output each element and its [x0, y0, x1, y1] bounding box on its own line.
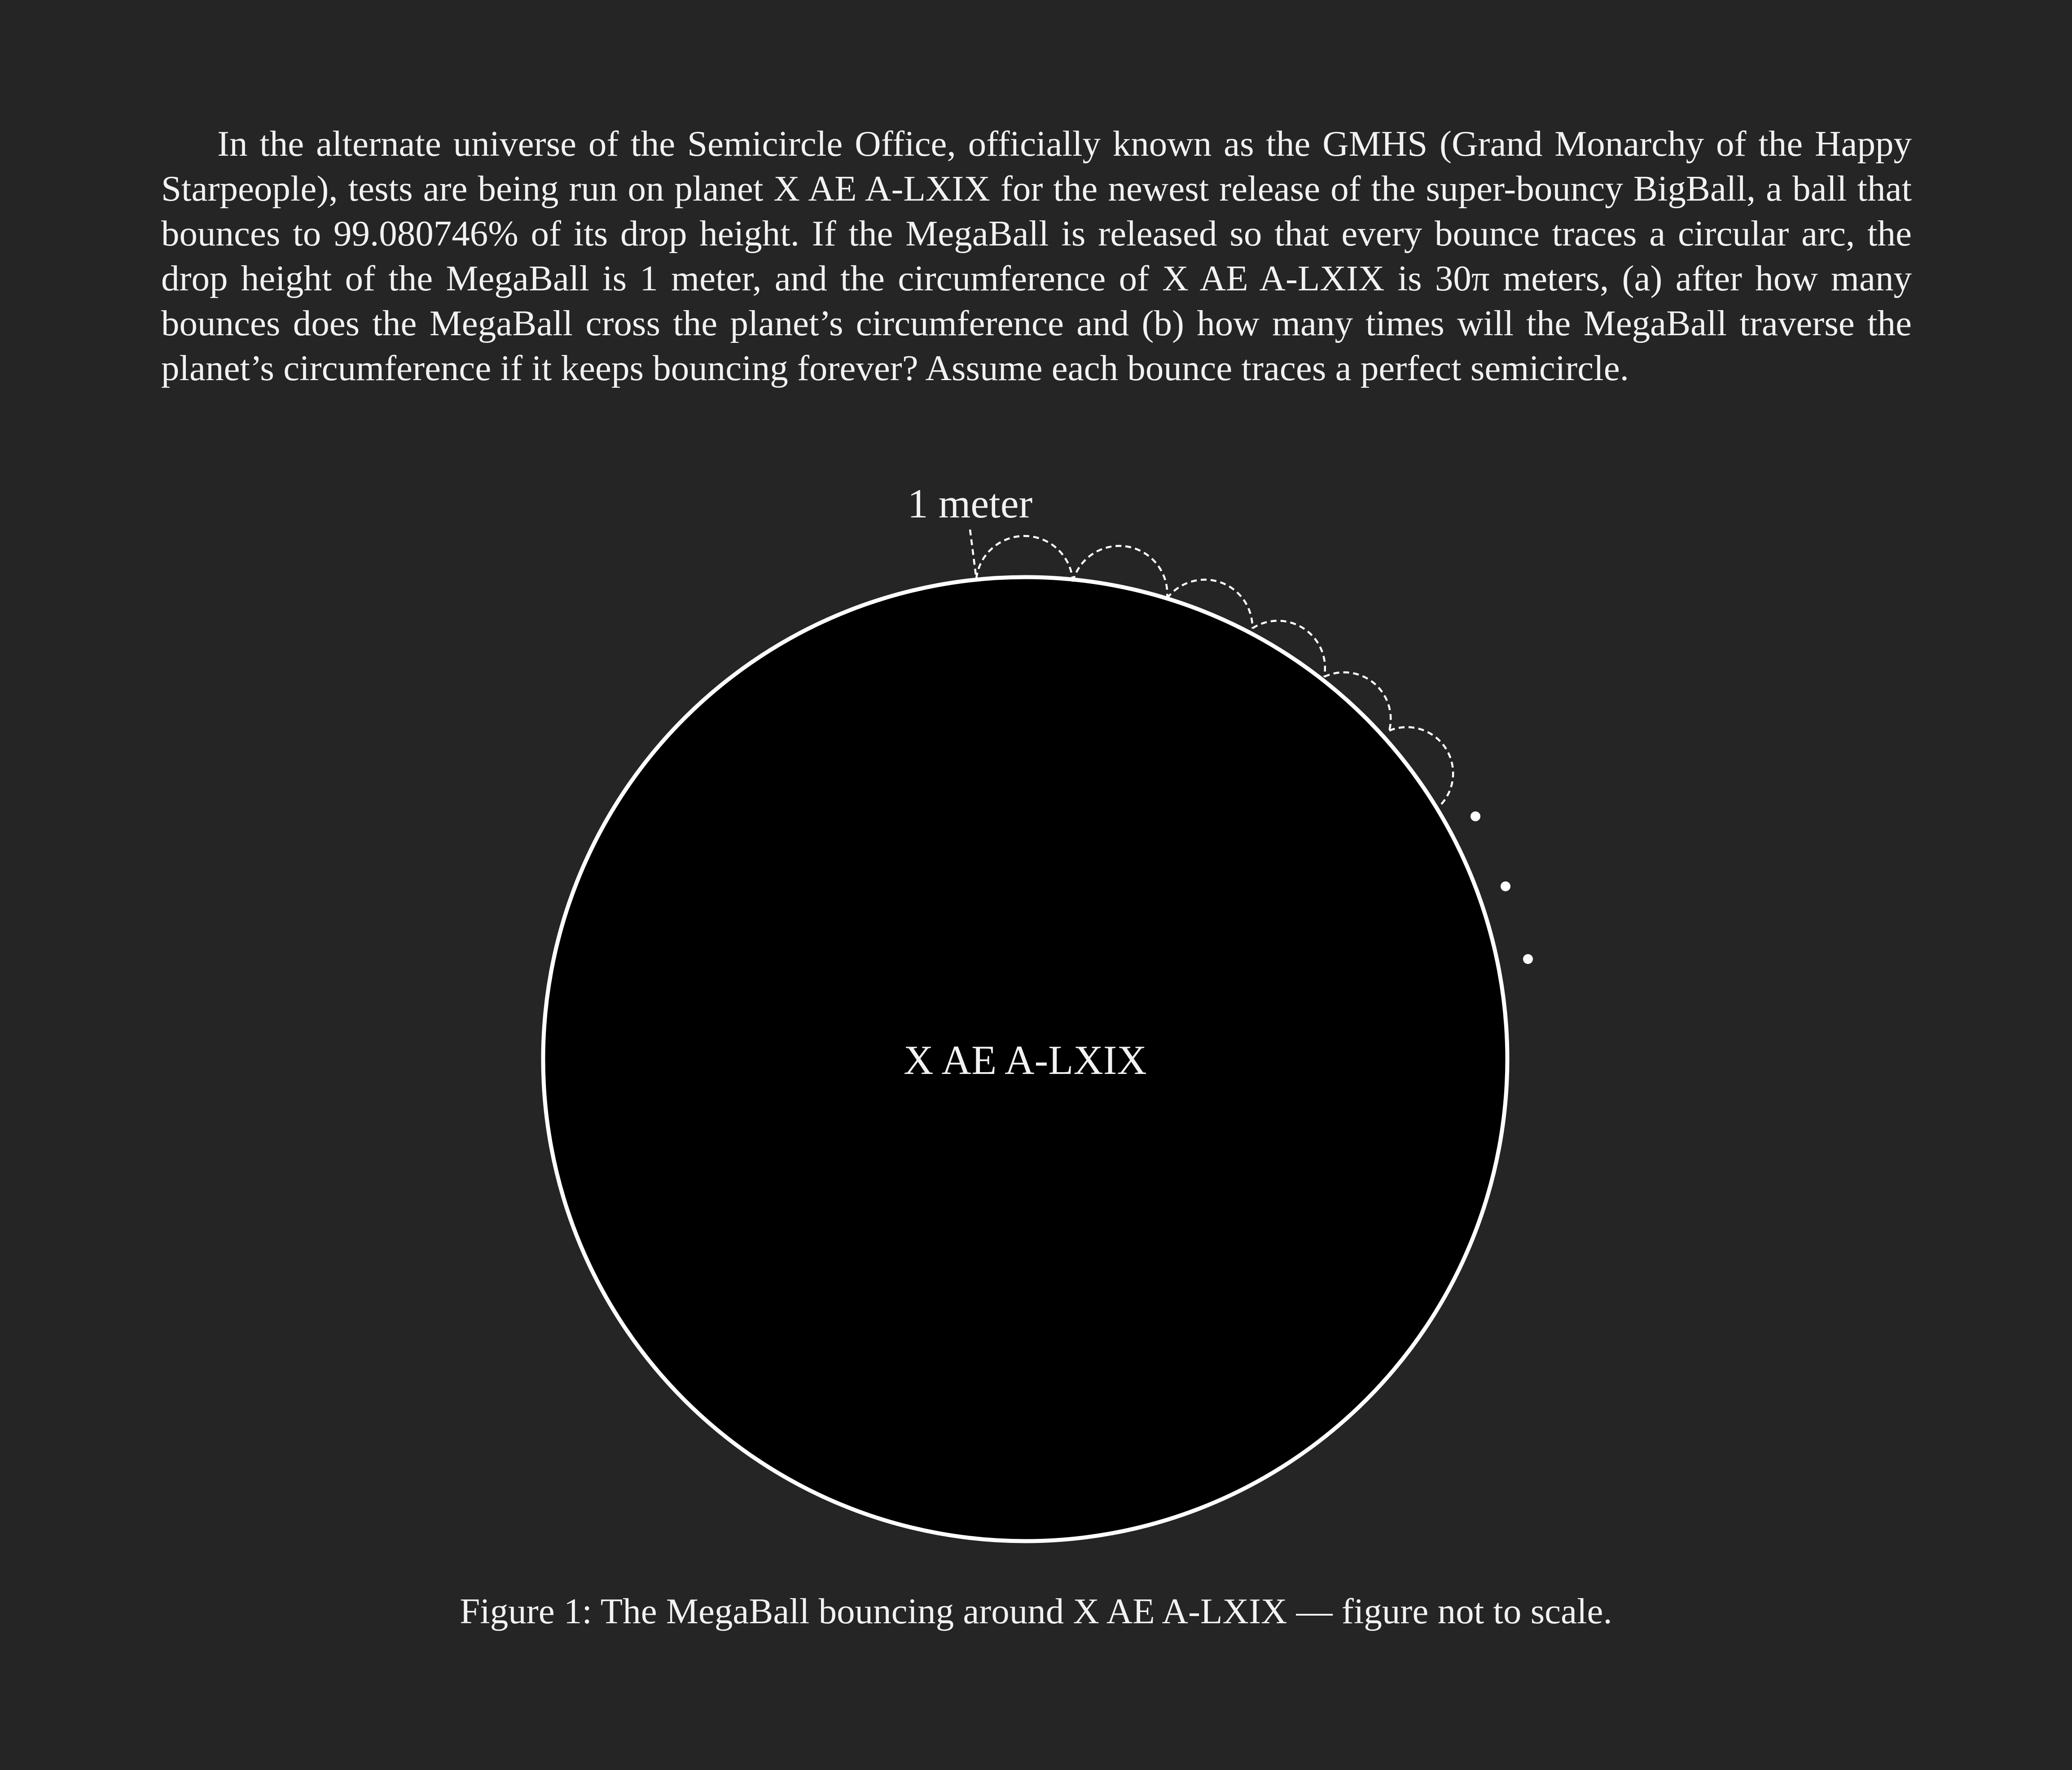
planet-label: X AE A-LXIX — [904, 1037, 1147, 1083]
drop-height-marker — [970, 530, 976, 578]
continuation-dot-2 — [1501, 881, 1510, 891]
bounce-arc-1 — [976, 536, 1073, 582]
problem-statement: In the alternate universe of the Semicircle Office, officially known as the GMHS (Grand Monarchy of the Happy Starpeople), tests are being run on planet X AE A-LXIX for the newest release of the super-bouncy BigBall, a ball that bounces to 99.080746% of its drop height. If the MegaBall is released so that every bounce traces a circular arc, the drop height of the MegaBall is 1 meter, and the circumference of X AE A-LXIX is 30π meters, (a) after how many bounces does the MegaBall cross the planet’s circumference and (b) how many times will the MegaBall traverse the planet’s circumference if it keeps bouncing forever? Assume each bounce traces a perfect semicircle. — [161, 123, 1912, 388]
figure-caption: Figure 1: The MegaBall bouncing around X AE A-LXIX — figure not to scale. — [460, 1591, 1612, 1631]
continuation-dot-3 — [1523, 954, 1533, 964]
continuation-dot-1 — [1471, 811, 1480, 821]
drop-height-label: 1 meter — [907, 481, 1033, 526]
